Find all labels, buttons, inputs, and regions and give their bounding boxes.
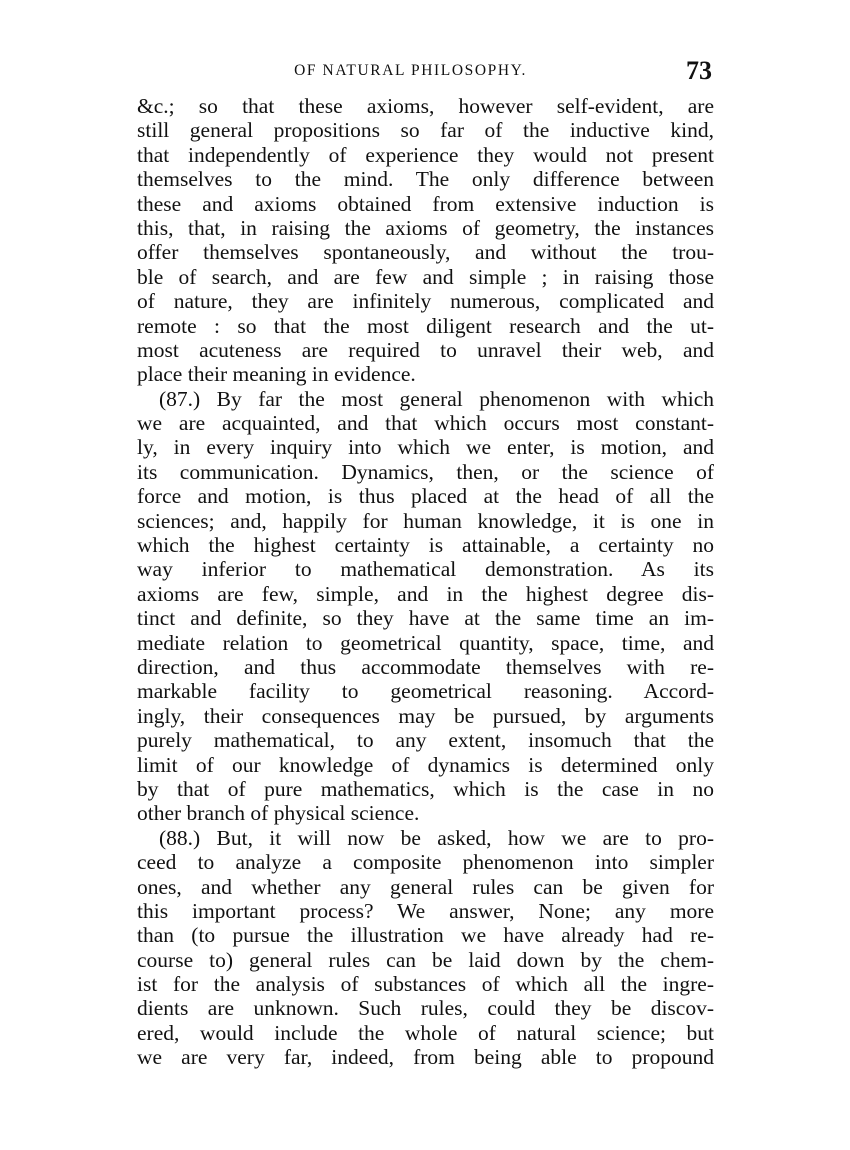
- text-line: its communication. Dynamics, then, or the science of: [137, 459, 714, 484]
- text-line: dients are unknown. Such rules, could they be discov-: [137, 996, 714, 1021]
- text-line: of nature, they are infinitely numerous, complicated and: [137, 289, 714, 314]
- book-page: [137, 58, 714, 1070]
- text-line: axioms are few, simple, and in the highest degree dis-: [137, 581, 714, 606]
- text-line: which the highest certainty is attainable, a certainty no: [137, 533, 714, 558]
- text-line: &c.; so that these axioms, however self-evident, are: [137, 94, 714, 118]
- text-line: sciences; and, happily for human knowledge, it is one in: [137, 508, 714, 533]
- text-line: ingly, their consequences may be pursued, by arguments: [137, 703, 714, 728]
- text-line: we are acquainted, and that which occurs most constant-: [137, 411, 714, 436]
- running-head: [137, 58, 714, 94]
- text-line: remote : so that the most diligent research and the ut-: [137, 313, 714, 338]
- text-line: this important process? We answer, None; any more: [137, 898, 714, 923]
- text-line: markable facility to geometrical reasoning. Accord-: [137, 679, 714, 704]
- text-line: other branch of physical science.: [137, 801, 420, 826]
- text-line: we are very far, indeed, from being able to propound: [137, 1045, 714, 1070]
- text-line: ly, in every inquiry into which we enter, is motion, and: [137, 435, 714, 460]
- text-line: this, that, in raising the axioms of geometry, the instances: [137, 215, 714, 240]
- text-line: offer themselves spontaneously, and without the trou-: [137, 240, 714, 265]
- text-line: purely mathematical, to any extent, insomuch that the: [137, 728, 714, 753]
- text-line: force and motion, is thus placed at the head of all the: [137, 484, 714, 509]
- text-line: course to) general rules can be laid down by the chem-: [137, 947, 714, 972]
- text-line: (87.) By far the most general phenomenon with which: [159, 386, 714, 411]
- body-text: [137, 94, 714, 1070]
- text-line: still general propositions so far of the inductive kind,: [137, 118, 714, 143]
- text-line: ceed to analyze a composite phenomenon into simpler: [137, 850, 714, 875]
- text-line: ist for the analysis of substances of which all the ingre-: [137, 972, 714, 997]
- text-line: way inferior to mathematical demonstration. As its: [137, 557, 714, 582]
- text-line: limit of our knowledge of dynamics is determined only: [137, 752, 714, 777]
- text-line: direction, and thus accommodate themselves with re-: [137, 654, 714, 679]
- page-number: 73: [686, 56, 712, 85]
- text-line: by that of pure mathematics, which is the case in no: [137, 776, 714, 801]
- text-line: place their meaning in evidence.: [137, 362, 416, 387]
- running-title: OF NATURAL PHILOSOPHY.: [294, 62, 527, 79]
- text-line: than (to pursue the illustration we have already had re-: [137, 923, 714, 948]
- text-line: ered, would include the whole of natural science; but: [137, 1020, 714, 1045]
- text-line: that independently of experience they would not present: [137, 142, 714, 167]
- text-line: these and axioms obtained from extensive induction is: [137, 191, 714, 216]
- text-line: (88.) But, it will now be asked, how we are to pro-: [159, 825, 714, 850]
- text-line: ones, and whether any general rules can be given for: [137, 874, 714, 899]
- text-line: most acuteness are required to unravel their web, and: [137, 337, 714, 362]
- text-line: ble of search, and are few and simple ; in raising those: [137, 264, 714, 289]
- text-line: tinct and definite, so they have at the same time an im-: [137, 606, 714, 631]
- text-line: themselves to the mind. The only difference between: [137, 167, 714, 192]
- text-line: mediate relation to geometrical quantity, space, time, and: [137, 630, 714, 655]
